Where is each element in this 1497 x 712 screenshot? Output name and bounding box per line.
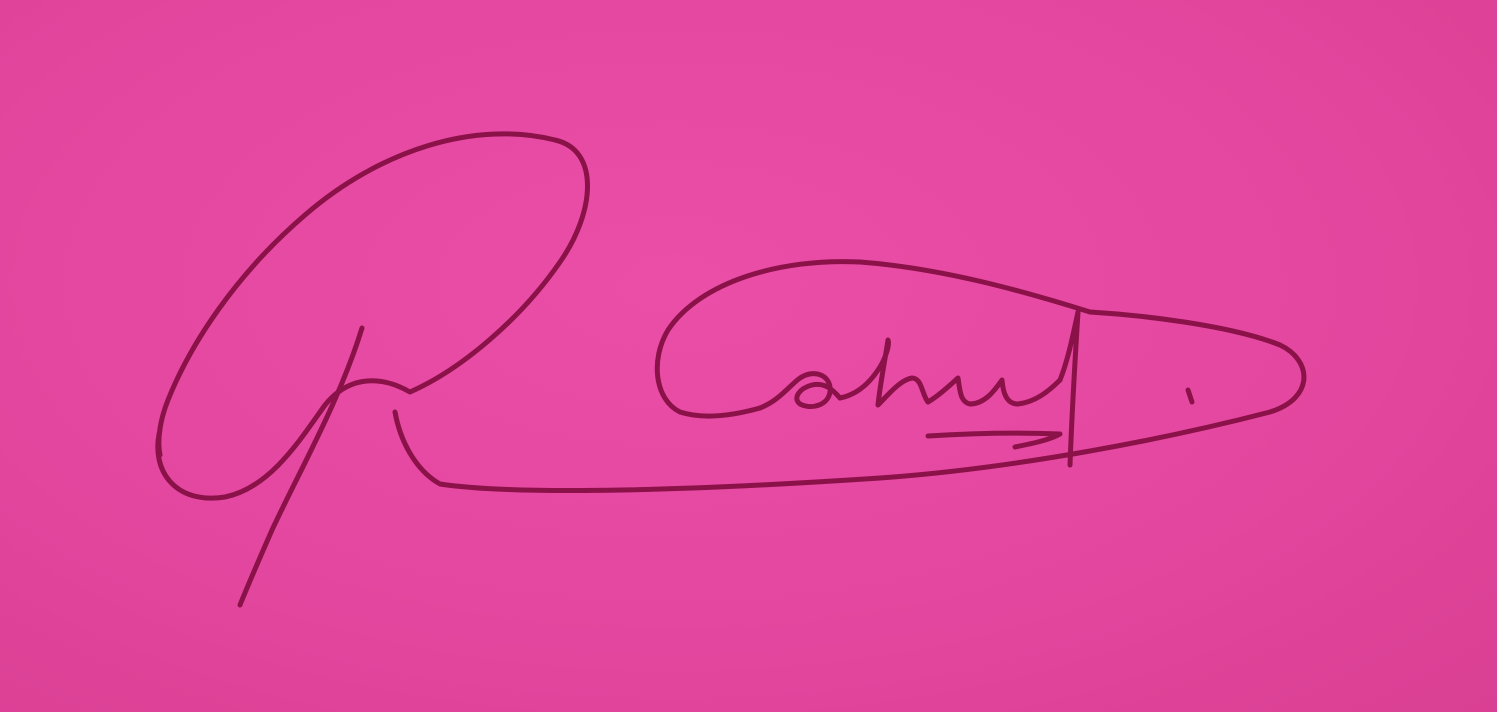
signature-dot <box>1188 390 1192 402</box>
signature-letter-u <box>928 378 1060 404</box>
signature-cross-stroke <box>928 433 1060 447</box>
signature-letter-l <box>1060 312 1078 465</box>
signature-r-leg <box>395 312 1304 491</box>
signature-letter-h <box>840 340 928 405</box>
signature-ink <box>158 134 1304 605</box>
signature-r-loop <box>158 134 588 498</box>
signature-letter-a <box>760 374 840 408</box>
signature-r-stem <box>240 328 362 605</box>
signature-upper-loop <box>657 262 1090 417</box>
